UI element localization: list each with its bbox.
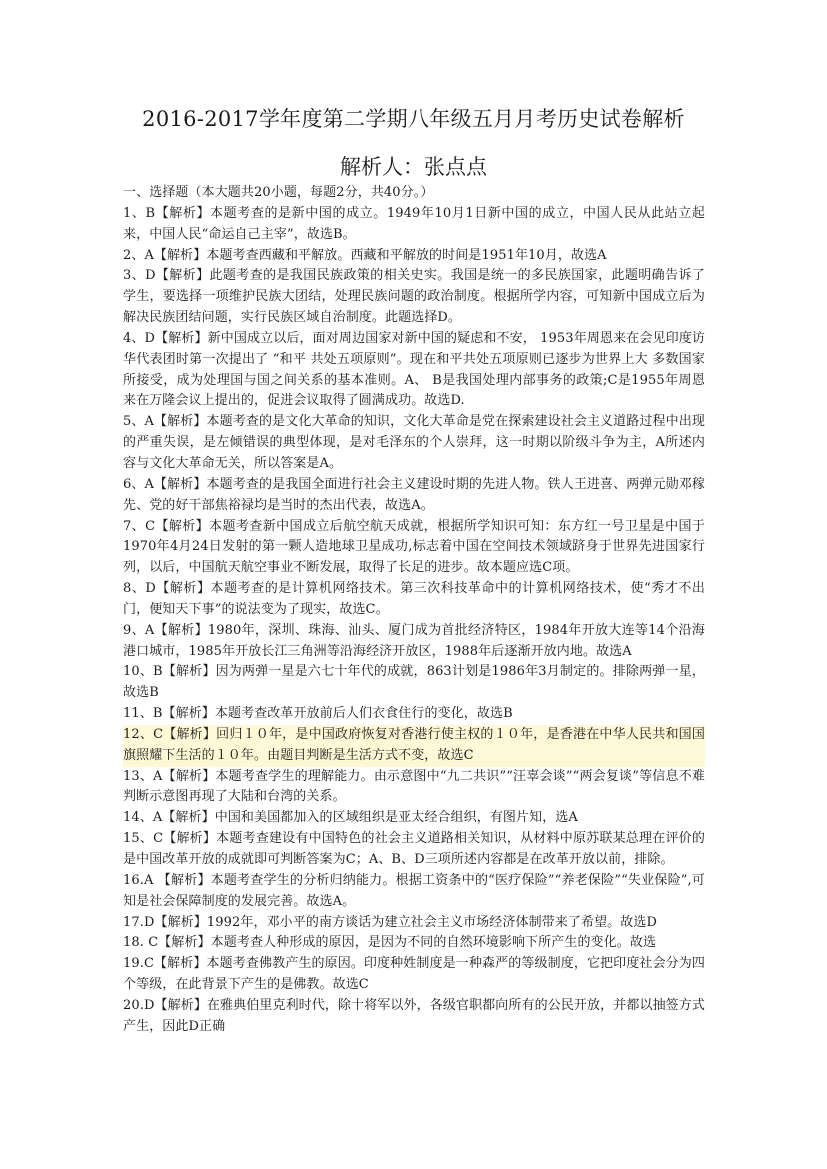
answer-item-17: 17.D【解析】1992年，邓小平的南方谈话为建立社会主义市场经济体制带来了希望。故选D [123,914,658,930]
answer-item-19: 19.C【解析】本题考查佛教产生的原因。印度种姓制度是一种森严的等级制度，它把印度社会分为四个等级，在此背景下产生的是佛教。故选C [123,956,705,993]
answer-item-1: 1、B【解析】本题考查的是新中国的成立。1949年10月1日新中国的成立，中国人民从此站立起来，中国人民“命运自己主宰”，故选B。 [123,205,705,242]
answer-item-18: 18. C【解析】本题考查人种形成的原因，是因为不同的自然环境影响下所产生的变化。故选 [123,935,657,951]
answer-item-7: 7、C【解析】本题考查新中国成立后航空航天成就，根据所学知识可知：东方红一号卫星是中国于1970年4月24日发射的第一颗人造地球卫星成功,标志着中国在空间技术领域跻身于世界先进国家行列，以后，中国航天航空事业不断发展，取得了长足的进步。故本题应选C项。 [123,518,705,576]
answer-item-20: 20.D【解析】在雅典伯里克利时代，除十将军以外，各级官职都向所有的公民开放，并都以抽签方式产生，因此D正确 [123,997,705,1034]
answer-item-6: 6、A【解析】本题考查的是我国全面进行社会主义建设时期的先进人物。铁人王进喜、两弹元勋邓稼先、党的好干部焦裕禄均是当时的杰出代表，故选A。 [123,476,705,513]
answer-item-16: 16.A 【解析】本题考查学生的分析归纳能力。根据工资条中的“医疗保险”“养老保险”“失业保险”,可知是社会保障制度的发展完善。故选A。 [123,872,705,909]
answer-item-15: 15、C【解析】本题考查建设有中国特色的社会主义道路相关知识，从材料中原苏联某总理在评价的是中国改革开放的成就即可判断答案为C；A、B、D三项所述内容都是在改革开放以前，排除。 [123,831,705,867]
answer-item-12: 12、C【解析】回归１０年，是中国政府恢复对香港行使主权的１０年，是香港在中华人民共和国国旗照耀下生活的１０年。由题目判断是生活方式不变，故选C [123,725,705,767]
answer-item-9: 9、A【解析】1980年，深圳、珠海、汕头、厦门成为首批经济特区，1984年开放大连等14个沿海港口城市，1985年开放长江三角洲等沿海经济开放区，1988年后逐渐开放内地。故选A [123,622,705,659]
document-title: 2016-2017学年度第二学期八年级五月月考历史试卷解析 [142,107,685,131]
answer-item-2: 2、A【解析】本题考查西藏和平解放。西藏和平解放的时间是1951年10月，故选A [123,247,607,263]
answer-item-5: 5、A【解析】本题考查的是文化大革命的知识，文化大革命是党在探索建设社会主义道路过程中出现的严重失误，是左倾错误的典型体现，是对毛泽东的个人崇拜，这一时期以阶级斗争为主，A所述内容与文化大革命无关，所以答案是A。 [123,414,705,471]
answer-item-13: 13、A【解析】本题考查学生的理解能力。由示意图中“九二共识”“汪辜会谈”“两会复谈”等信息不难判断示意图再现了大陆和台湾的关系。 [123,768,705,805]
answer-item-3: 3、D【解析】此题考查的是我国民族政策的相关史实。我国是统一的多民族国家，此题明确告诉了学生，要选择一项维护民族大团结，处理民族问题的政治制度。根据所学内容，可知新中国成立后为解决民族团结问题，实行民族区域自治制度。此题选择D。 [123,268,705,326]
answer-item-11: 11、B【解析】本题考查改革开放前后人们衣食住行的变化，故选B [123,706,513,722]
answer-item-4: 4、D【解析】新中国成立以后，面对周边国家对新中国的疑虑和不安， 1953年周恩来在会见印度访华代表团时第一次提出了 “和平 共处五项原则”。现在和平共处五项原则已逐步为世界上大 多数国家所接受，成为处理国与国之间关系的基本准则。A、 B是我国处理内部事务的政策;C是1955年周恩来在万隆会议上提出的，促进会议取得了圆满成功。故选D. [123,330,705,409]
answer-item-10: 10、B【解析】因为两弹一星是六七十年代的成就，863计划是1986年3月制定的。排除两弹一星，故选B [123,664,705,701]
answer-item-8: 8、D【解析】本题考查的是计算机网络技术。第三次科技革命中的计算机网络技术，使“秀才不出门，便知天下事”的说法变为了现实，故选C。 [123,581,705,617]
answer-item-14: 14、A【解析】中国和美国都加入的区域组织是亚太经合组织，有图片知，选A [123,810,578,826]
section-heading: 一、选择题（本大题共20小题，每题2分，共40分。） [123,185,434,200]
document-author: 解析人：张点点 [340,155,487,179]
document-body [123,183,705,1038]
